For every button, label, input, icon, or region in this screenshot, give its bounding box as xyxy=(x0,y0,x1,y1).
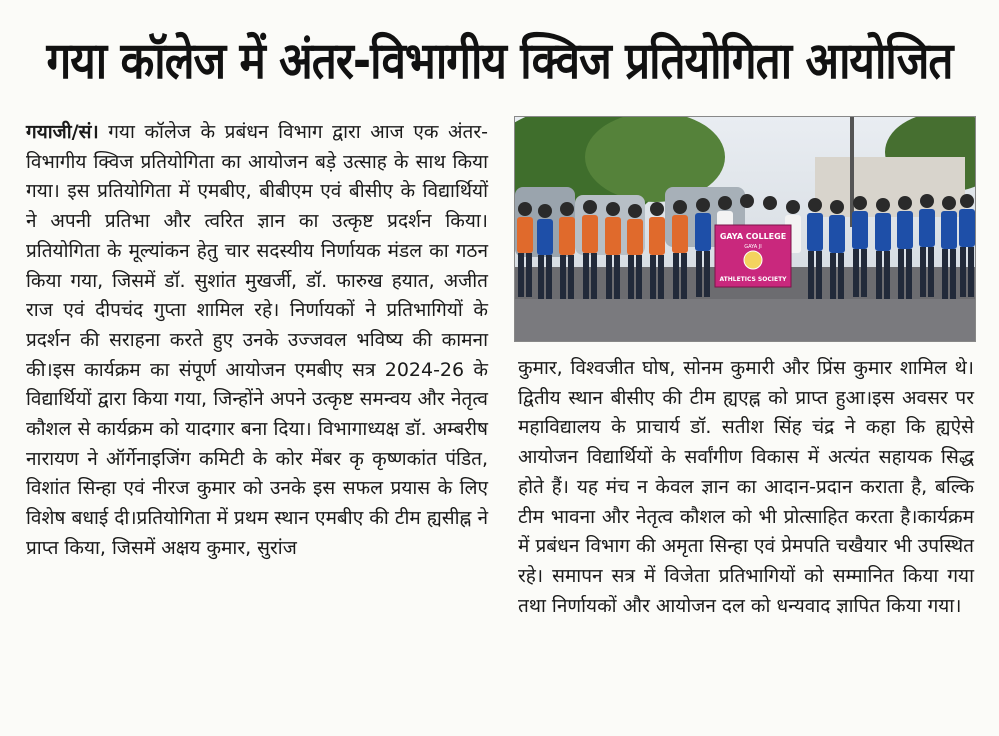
banner-emblem xyxy=(744,251,762,269)
article-text-right: कुमार, विश्वजीत घोष, सोनम कुमारी और प्रिंस कुमार शामिल थे। द्वितीय स्थान बीसीए की टीम ह्यएह्न को प्राप्त हुआ।इस अवसर पर महाविद्यालय के प्राचार्य डॉ. सतीश सिंह चंद्र ने कहा कि ह्यऐसे आयोजन विद्यार्थियों के सर्वांगीण विकास में अत्यंत सहायक सिद्ध होते हैं। यह मंच न केवल ज्ञान का आदान-प्रदान कराता है, बल्कि टीम भावना और नेतृत्व कौशल को भी प्रोत्साहित करता है।कार्यक्रम में प्रबंधन विभाग की अमृता सिन्हा एवं प्रेमपति चखैयार भी उपस्थित रहे। समापन सत्र में विजेता प्रतिभागियों को सम्मानित किया गया तथा निर्णायकों और आयोजन दल को धन्यवाद ज्ञापित किया गया। xyxy=(518,357,974,617)
article-text-left: गया कॉलेज के प्रबंधन विभाग द्वारा आज एक अंतर-विभागीय क्विज प्रतियोगिता का आयोजन बड़े उत्साह के साथ किया गया। इस प्रतियोगिता में एमबीए, बीबीएम एवं बीसीए के विद्यार्थियों ने अपनी प्रतिभा और त्वरित ज्ञान का उत्कृष्ट प्रदर्शन किया।प्रतियोगिता के मूल्यांकन हेतु चार सदस्यीय निर्णायक मंडल का गठन किया गया, जिसमें डॉ. सुशांत मुखर्जी, डॉ. फारुख हयात, अजीत राज एवं दीपचंद गुप्ता शामिल रहे। निर्णायकों ने प्रतिभागियों के प्रदर्शन की सराहना करते हुए उनके उज्जवल भविष्य की कामना की।इस कार्यक्रम का संपूर्ण आयोजन एमबीए सत्र 2024-26 के विद्यार्थियों द्वारा किया गया, जिन्होंने अपने उत्कृष्ट समन्वय और नेतृत्व कौशल से कार्यक्रम को यादगार बना दिया। विभागाध्यक्ष डॉ. अम्बरीष नारायण ने ऑर्गेनाइजिंग कमिटी के कोर मेंबर कृ कृष्णकांत पंडित, विशांत सिन्हा एवं नीरज कुमार को उनके इस सफल प्रयास के लिए विशेष बधाई दी।प्रतियोगिता में प्रथम स्थान एमबीए की टीम ह्यसीह्न ने प्राप्त किया, जिसमें अक्षय कुमार, सुरांज xyxy=(26,121,488,559)
banner-line-3: ATHLETICS SOCIETY xyxy=(719,276,787,283)
headline: गया कॉलेज में अंतर-विभागीय क्विज प्रतियोगिता आयोजित xyxy=(46,32,953,91)
article-column-left xyxy=(26,118,488,564)
pole xyxy=(850,117,854,227)
news-photo xyxy=(514,116,976,342)
dateline: गयाजी/सं। xyxy=(26,121,99,143)
group-photo-illustration xyxy=(515,117,975,341)
banner-line-1: GAYA COLLEGE xyxy=(719,232,787,241)
banner-line-2: GAYA JI xyxy=(744,244,762,250)
athletics-banner xyxy=(715,225,791,287)
article-column-right xyxy=(518,354,974,621)
road-front xyxy=(515,299,975,341)
